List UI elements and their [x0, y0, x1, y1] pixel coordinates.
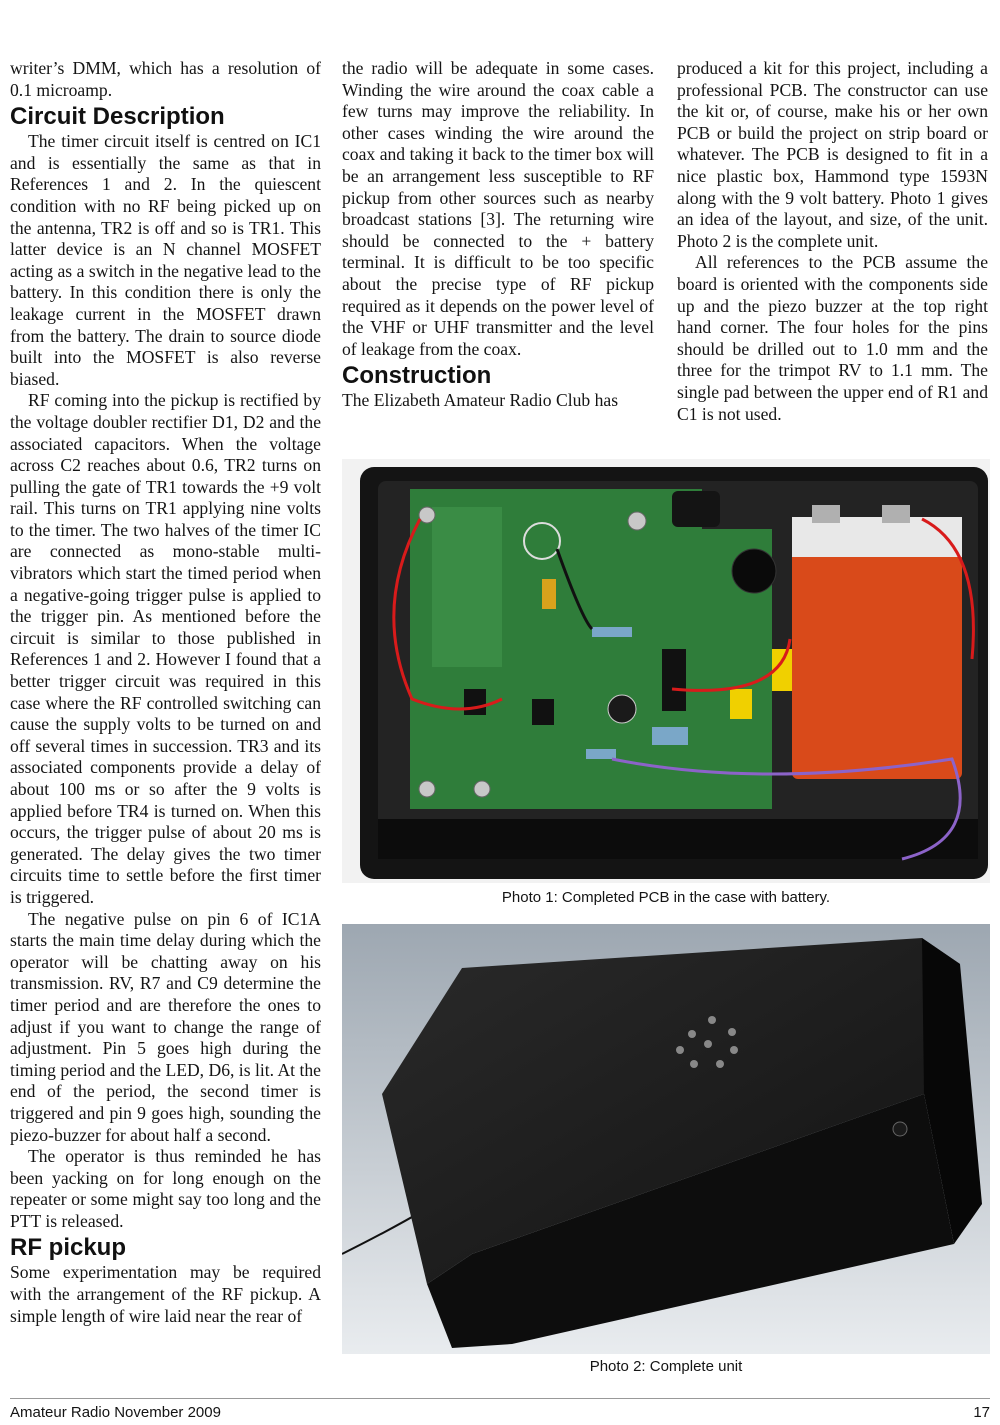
page-number: 17	[973, 1404, 990, 1421]
photo-1-caption: Photo 1: Completed PCB in the case with battery.	[501, 889, 831, 906]
piezo-buzzer	[732, 549, 776, 593]
photo-2-caption: Photo 2: Complete unit	[589, 1358, 743, 1375]
photo-2-complete-unit	[342, 924, 990, 1354]
column-1	[10, 58, 321, 1327]
paragraph-construction-continued: produced a kit for this project, including a professional PCB. The constructor can use the kit or, of course, make his or her own PCB or build the project on strip board or whatever. The PCB is designed to fit in a nice plastic box, Hammond type 1593N along with the 9 volt battery. Photo 1 gives an idea of the layout, and size, of the unit. Photo 2 is the complete unit.	[677, 58, 988, 251]
unit-photo-illustration	[342, 924, 990, 1354]
photo-1-pcb-in-case	[342, 459, 990, 883]
paragraph-rf-pickup: Some experimentation may be required with the arrangement of the RF pickup. A simple length of wire laid near the rear of	[10, 1262, 321, 1326]
column-2	[342, 58, 654, 412]
paragraph-circuit-1: The timer circuit itself is centred on IC1 and is essentially the same as that in References 1 and 2. In the quiescent condition with no RF being picked up on the antenna, TR2 is off and so is TR1. This latter device is an N channel MOSFET acting as a switch in the negative lead to the battery. In this condition there is only the leakage current in the MOSFET drawn from the battery. The drain to source diode built into the MOSFET is also reverse biased.	[10, 131, 321, 389]
paragraph-circuit-4: The operator is thus reminded he has been yacking on for long enough on the repeater or some might say too long and the PTT is released.	[10, 1146, 321, 1231]
heading-construction: Construction	[342, 362, 492, 390]
paragraph-construction: The Elizabeth Amateur Radio Club has	[342, 390, 619, 411]
page-footer	[10, 1398, 990, 1421]
publication-name: Amateur Radio November 2009	[10, 1404, 221, 1421]
heading-circuit-description: Circuit Description	[10, 103, 225, 131]
pcb-photo-illustration	[342, 459, 990, 883]
heading-rf-pickup: RF pickup	[10, 1234, 127, 1262]
paragraph-rf-continued: the radio will be adequate in some cases. Winding the wire around the coax cable a few turns may improve the reliability. In other cases winding the wire around the coax and taking it back to the timer box will be an arrangement less susceptible to RF pickup from other sources such as nearby broadcast stations [3]. The returning wire should be connected to the + battery terminal. It is difficult to be too specific about the precise type of RF pickup required as it depends on the power level of the VHF or UHF transmitter and the level of leakage from the coax.	[342, 58, 654, 359]
paragraph-pcb-references: All references to the PCB assume the board is oriented with the components side up and the piezo buzzer at the top right hand corner. The four holes for the pins should be drilled out to 1.0 mm and the three for the trimpot RV to 1.1 mm. The single pad between the upper end of R1 and C1 is not used.	[677, 252, 988, 424]
column-3	[677, 58, 988, 425]
led-hole	[893, 1122, 907, 1136]
paragraph-circuit-3: The negative pulse on pin 6 of IC1A starts the main time delay during which the operator will be chatting away on his transmission. RV, R7 and C9 determine the timer period and are therefore the ones to adjust if you want to change the range of adjustment. Pin 5 goes high during the timing period and the LED, D6, is lit. At the end of the period, the second timer is triggered and pin 9 goes high, sounding the piezo-buzzer for about half a second.	[10, 908, 321, 1145]
paragraph-circuit-2: RF coming into the pickup is rectified by the voltage doubler rectifier D1, D2 and the associated capacitors. When the voltage across C2 reaches about 0.6, TR2 turns on pulling the gate of TR1 towards the +9 volt rail. This turns on TR1 applying nine volts to the timer. The two halves of the timer IC are connected as mono-stable multi-vibrators which start the timed period when a negative-going trigger pulse is applied to the trigger pin. As mentioned before the circuit is similar to those published in References 1 and 2. However I found that a better trigger circuit was required in this case where the RF controlled switching can cause the supply volts to be turned on and off several times in succession. TR3 and its associated components provide a delay of about 100 ms or so after the 9 volts is applied before TR4 is turned on. When this occurs, the trigger pulse of about 20 ms is generated. The delay gives the two timer circuits time to settle before the first timer is triggered.	[10, 390, 321, 907]
paragraph-intro: writer’s DMM, which has a resolution of 0.1 microamp.	[10, 58, 321, 100]
